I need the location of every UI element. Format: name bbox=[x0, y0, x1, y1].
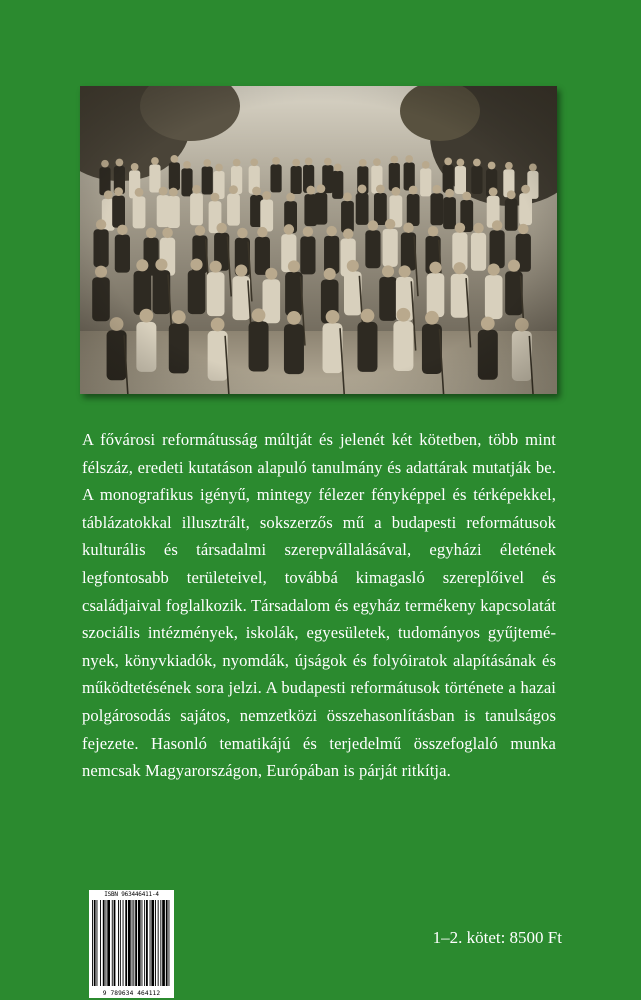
isbn-label: ISBN 963446411-4 bbox=[104, 891, 159, 898]
barcode-digits: 9 789634 464112 bbox=[102, 990, 161, 997]
back-cover-blurb: A fővárosi reformátusság múltját és jelenét két kötetben, több mint félszáz, eredeti kutatáson alapuló tanulmány és adattárak mutatják be. A monografikus igényű, mintegy félezer fényképpel és térképekkel, táblázatokkal illusztrált, sokszerzős mű a budapesti reformátusok kulturális és társadalmi szerepvállalásával, egyházi életének legfontosabb területeivel, továbbá kimagasló szereplőivel és családjaival foglalkozik. Társadalom és egyház termékeny kapcsolatát szociális intézmények, iskolák, egyesületek, tudományos gyűjtemények, könyvkiadók, nyomdák, újságok és folyóiratok alapításának és működtetésének sora jelzi. A budapesti reformátusok története a hazai polgárosodás sajátos, nemzetközi összehasonlításban is tanulságos fejezete. Hasonló tematikájú és terjedelmű összefoglaló munka nemcsak Magyarországon, Európában is párját ritkítja. bbox=[82, 430, 556, 781]
barcode-bars bbox=[91, 900, 172, 986]
isbn-barcode bbox=[89, 890, 174, 998]
cover-photo bbox=[80, 86, 557, 394]
price-label: 1–2. kötet: 8500 Ft bbox=[432, 928, 562, 947]
